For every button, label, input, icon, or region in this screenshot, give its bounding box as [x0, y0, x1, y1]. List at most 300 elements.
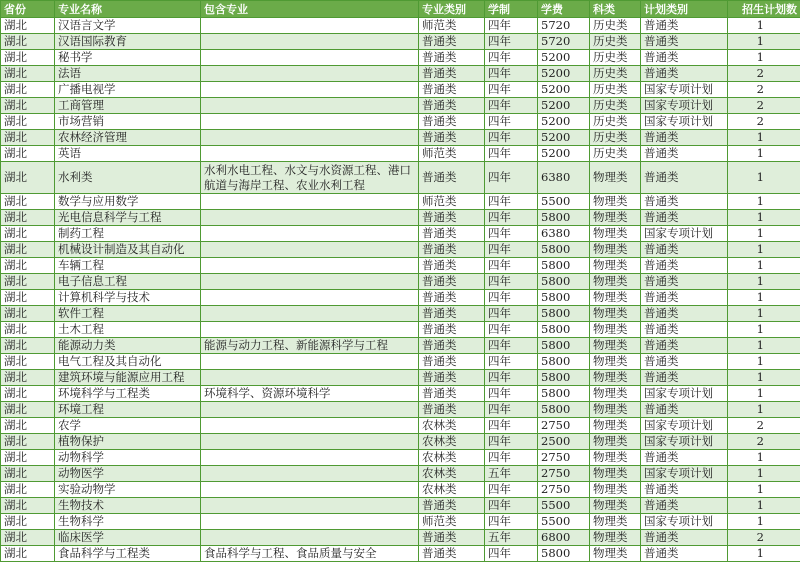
cell-tuition: 5200 [538, 130, 590, 146]
cell-included-majors [201, 50, 419, 66]
cell-major-category: 普通类 [419, 386, 485, 402]
cell-province: 湖北 [1, 194, 55, 210]
cell-included-majors [201, 322, 419, 338]
table-row [1, 546, 800, 562]
cell-province: 湖北 [1, 402, 55, 418]
cell-province: 湖北 [1, 50, 55, 66]
cell-duration: 四年 [485, 258, 538, 274]
cell-tuition: 5500 [538, 194, 590, 210]
cell-plan-type: 国家专项计划 [641, 434, 728, 450]
cell-subject-type: 历史类 [590, 82, 641, 98]
cell-tuition: 5200 [538, 82, 590, 98]
cell-major-name: 秘书学 [55, 50, 201, 66]
cell-province: 湖北 [1, 546, 55, 562]
cell-major-name: 广播电视学 [55, 82, 201, 98]
cell-subject-type: 物理类 [590, 226, 641, 242]
cell-major-category: 普通类 [419, 274, 485, 290]
cell-major-category: 普通类 [419, 50, 485, 66]
cell-major-name: 农林经济管理 [55, 130, 201, 146]
header-province: 省份 [1, 1, 55, 18]
cell-plan-type: 普通类 [641, 66, 728, 82]
cell-duration: 四年 [485, 322, 538, 338]
cell-subject-type: 历史类 [590, 146, 641, 162]
cell-included-majors [201, 226, 419, 242]
table-row [1, 66, 800, 82]
cell-province: 湖北 [1, 450, 55, 466]
cell-duration: 四年 [485, 434, 538, 450]
cell-subject-type: 物理类 [590, 546, 641, 562]
cell-province: 湖北 [1, 530, 55, 546]
table-row [1, 450, 800, 466]
cell-duration: 四年 [485, 546, 538, 562]
cell-included-majors [201, 418, 419, 434]
cell-tuition: 5500 [538, 498, 590, 514]
cell-enrollment-quota: 1 [728, 338, 800, 354]
cell-included-majors [201, 146, 419, 162]
cell-major-category: 普通类 [419, 242, 485, 258]
cell-included-majors [201, 370, 419, 386]
table-row [1, 18, 800, 34]
cell-major-name: 植物保护 [55, 434, 201, 450]
header-tuition: 学费 [538, 1, 590, 18]
cell-province: 湖北 [1, 130, 55, 146]
cell-major-category: 普通类 [419, 322, 485, 338]
cell-duration: 四年 [485, 514, 538, 530]
cell-duration: 四年 [485, 386, 538, 402]
cell-tuition: 5800 [538, 210, 590, 226]
cell-province: 湖北 [1, 290, 55, 306]
cell-plan-type: 国家专项计划 [641, 466, 728, 482]
cell-major-name: 生物科学 [55, 514, 201, 530]
table-row [1, 242, 800, 258]
cell-province: 湖北 [1, 322, 55, 338]
cell-province: 湖北 [1, 498, 55, 514]
cell-major-category: 师范类 [419, 18, 485, 34]
cell-tuition: 5500 [538, 514, 590, 530]
cell-tuition: 5800 [538, 274, 590, 290]
cell-enrollment-quota: 2 [728, 82, 800, 98]
cell-major-category: 师范类 [419, 514, 485, 530]
cell-enrollment-quota: 1 [728, 498, 800, 514]
cell-province: 湖北 [1, 210, 55, 226]
cell-major-category: 普通类 [419, 114, 485, 130]
cell-duration: 四年 [485, 146, 538, 162]
cell-subject-type: 物理类 [590, 322, 641, 338]
cell-subject-type: 物理类 [590, 194, 641, 210]
cell-tuition: 2750 [538, 418, 590, 434]
cell-duration: 四年 [485, 18, 538, 34]
cell-duration: 四年 [485, 34, 538, 50]
cell-plan-type: 国家专项计划 [641, 82, 728, 98]
cell-province: 湖北 [1, 306, 55, 322]
cell-province: 湖北 [1, 34, 55, 50]
cell-enrollment-quota: 1 [728, 386, 800, 402]
cell-tuition: 2750 [538, 466, 590, 482]
cell-enrollment-quota: 1 [728, 354, 800, 370]
cell-enrollment-quota: 1 [728, 546, 800, 562]
cell-major-category: 普通类 [419, 546, 485, 562]
cell-major-name: 电气工程及其自动化 [55, 354, 201, 370]
cell-included-majors [201, 466, 419, 482]
cell-enrollment-quota: 1 [728, 226, 800, 242]
cell-enrollment-quota: 1 [728, 274, 800, 290]
cell-plan-type: 普通类 [641, 338, 728, 354]
table-row [1, 402, 800, 418]
cell-province: 湖北 [1, 18, 55, 34]
cell-duration: 四年 [485, 402, 538, 418]
cell-province: 湖北 [1, 354, 55, 370]
cell-duration: 四年 [485, 50, 538, 66]
cell-major-name: 动物科学 [55, 450, 201, 466]
cell-major-name: 环境科学与工程类 [55, 386, 201, 402]
cell-major-category: 农林类 [419, 418, 485, 434]
cell-major-name: 土木工程 [55, 322, 201, 338]
table-row [1, 370, 800, 386]
cell-major-name: 能源动力类 [55, 338, 201, 354]
cell-duration: 五年 [485, 466, 538, 482]
cell-plan-type: 普通类 [641, 162, 728, 194]
cell-major-category: 农林类 [419, 482, 485, 498]
cell-subject-type: 物理类 [590, 258, 641, 274]
cell-major-name: 市场营销 [55, 114, 201, 130]
cell-major-category: 农林类 [419, 466, 485, 482]
cell-included-majors [201, 514, 419, 530]
cell-major-category: 普通类 [419, 306, 485, 322]
cell-plan-type: 普通类 [641, 450, 728, 466]
cell-major-category: 普通类 [419, 98, 485, 114]
cell-province: 湖北 [1, 466, 55, 482]
header-included-majors: 包含专业 [201, 1, 419, 18]
cell-major-category: 普通类 [419, 82, 485, 98]
cell-plan-type: 普通类 [641, 482, 728, 498]
table-row [1, 338, 800, 354]
table-row [1, 210, 800, 226]
cell-province: 湖北 [1, 386, 55, 402]
cell-included-majors [201, 194, 419, 210]
cell-duration: 四年 [485, 210, 538, 226]
cell-plan-type: 普通类 [641, 146, 728, 162]
cell-plan-type: 普通类 [641, 274, 728, 290]
table-row [1, 162, 800, 194]
table-row [1, 434, 800, 450]
cell-major-name: 机械设计制造及其自动化 [55, 242, 201, 258]
cell-tuition: 5200 [538, 50, 590, 66]
cell-province: 湖北 [1, 162, 55, 194]
cell-plan-type: 国家专项计划 [641, 226, 728, 242]
cell-enrollment-quota: 1 [728, 402, 800, 418]
cell-plan-type: 普通类 [641, 242, 728, 258]
cell-included-majors [201, 98, 419, 114]
cell-major-category: 普通类 [419, 498, 485, 514]
cell-major-category: 普通类 [419, 66, 485, 82]
cell-plan-type: 普通类 [641, 18, 728, 34]
cell-included-majors [201, 274, 419, 290]
cell-major-name: 汉语言文学 [55, 18, 201, 34]
cell-included-majors [201, 130, 419, 146]
cell-plan-type: 普通类 [641, 290, 728, 306]
cell-included-majors [201, 498, 419, 514]
table-row [1, 482, 800, 498]
cell-enrollment-quota: 1 [728, 242, 800, 258]
cell-duration: 四年 [485, 162, 538, 194]
cell-included-majors [201, 210, 419, 226]
cell-subject-type: 物理类 [590, 274, 641, 290]
table-row [1, 466, 800, 482]
cell-enrollment-quota: 1 [728, 482, 800, 498]
cell-subject-type: 物理类 [590, 370, 641, 386]
cell-included-majors [201, 482, 419, 498]
cell-tuition: 5800 [538, 306, 590, 322]
cell-subject-type: 历史类 [590, 66, 641, 82]
header-row [1, 1, 800, 18]
cell-tuition: 6380 [538, 226, 590, 242]
cell-major-category: 普通类 [419, 34, 485, 50]
cell-major-name: 英语 [55, 146, 201, 162]
cell-duration: 四年 [485, 98, 538, 114]
cell-duration: 四年 [485, 130, 538, 146]
cell-duration: 四年 [485, 242, 538, 258]
cell-subject-type: 历史类 [590, 130, 641, 146]
cell-major-category: 普通类 [419, 290, 485, 306]
cell-major-name: 光电信息科学与工程 [55, 210, 201, 226]
cell-tuition: 5800 [538, 354, 590, 370]
cell-tuition: 5720 [538, 34, 590, 50]
cell-enrollment-quota: 1 [728, 162, 800, 194]
cell-included-majors: 水利水电工程、水文与水资源工程、港口航道与海岸工程、农业水利工程 [201, 162, 419, 194]
cell-included-majors: 环境科学、资源环境科学 [201, 386, 419, 402]
cell-major-category: 普通类 [419, 338, 485, 354]
cell-major-name: 动物医学 [55, 466, 201, 482]
cell-enrollment-quota: 2 [728, 434, 800, 450]
cell-enrollment-quota: 1 [728, 370, 800, 386]
cell-plan-type: 普通类 [641, 322, 728, 338]
cell-province: 湖北 [1, 338, 55, 354]
cell-subject-type: 历史类 [590, 18, 641, 34]
cell-tuition: 5200 [538, 114, 590, 130]
cell-major-category: 师范类 [419, 146, 485, 162]
table-row [1, 130, 800, 146]
table-row [1, 418, 800, 434]
cell-subject-type: 物理类 [590, 242, 641, 258]
cell-plan-type: 普通类 [641, 402, 728, 418]
cell-tuition: 6380 [538, 162, 590, 194]
cell-enrollment-quota: 1 [728, 34, 800, 50]
cell-enrollment-quota: 2 [728, 114, 800, 130]
table-row [1, 306, 800, 322]
cell-duration: 四年 [485, 418, 538, 434]
cell-plan-type: 普通类 [641, 354, 728, 370]
cell-plan-type: 国家专项计划 [641, 418, 728, 434]
cell-major-category: 普通类 [419, 258, 485, 274]
cell-included-majors [201, 34, 419, 50]
cell-tuition: 5800 [538, 322, 590, 338]
cell-plan-type: 普通类 [641, 370, 728, 386]
cell-subject-type: 物理类 [590, 450, 641, 466]
cell-duration: 四年 [485, 306, 538, 322]
header-major-category: 专业类别 [419, 1, 485, 18]
cell-tuition: 2750 [538, 482, 590, 498]
cell-plan-type: 普通类 [641, 194, 728, 210]
cell-major-name: 水利类 [55, 162, 201, 194]
cell-included-majors [201, 354, 419, 370]
cell-subject-type: 物理类 [590, 418, 641, 434]
cell-major-name: 生物技术 [55, 498, 201, 514]
header-major-name: 专业名称 [55, 1, 201, 18]
cell-major-name: 建筑环境与能源应用工程 [55, 370, 201, 386]
cell-major-category: 普通类 [419, 370, 485, 386]
table-row [1, 530, 800, 546]
cell-major-name: 实验动物学 [55, 482, 201, 498]
cell-subject-type: 历史类 [590, 114, 641, 130]
cell-duration: 四年 [485, 226, 538, 242]
cell-province: 湖北 [1, 274, 55, 290]
cell-tuition: 5800 [538, 290, 590, 306]
table-row [1, 274, 800, 290]
cell-tuition: 2750 [538, 450, 590, 466]
cell-major-category: 师范类 [419, 194, 485, 210]
cell-enrollment-quota: 1 [728, 450, 800, 466]
cell-major-category: 普通类 [419, 210, 485, 226]
cell-tuition: 5720 [538, 18, 590, 34]
table-row [1, 98, 800, 114]
cell-enrollment-quota: 2 [728, 418, 800, 434]
cell-subject-type: 物理类 [590, 434, 641, 450]
cell-major-category: 普通类 [419, 162, 485, 194]
cell-enrollment-quota: 1 [728, 466, 800, 482]
cell-major-category: 农林类 [419, 450, 485, 466]
cell-plan-type: 普通类 [641, 306, 728, 322]
table-row [1, 386, 800, 402]
cell-included-majors [201, 66, 419, 82]
cell-included-majors [201, 18, 419, 34]
table-body [1, 18, 800, 562]
cell-enrollment-quota: 2 [728, 530, 800, 546]
table-row [1, 226, 800, 242]
cell-major-name: 环境工程 [55, 402, 201, 418]
cell-subject-type: 物理类 [590, 402, 641, 418]
cell-enrollment-quota: 2 [728, 66, 800, 82]
cell-plan-type: 普通类 [641, 34, 728, 50]
cell-province: 湖北 [1, 370, 55, 386]
table-row [1, 354, 800, 370]
table-row [1, 82, 800, 98]
cell-subject-type: 物理类 [590, 210, 641, 226]
cell-tuition: 5800 [538, 546, 590, 562]
cell-duration: 四年 [485, 114, 538, 130]
cell-subject-type: 物理类 [590, 290, 641, 306]
header-enrollment-quota: 招生计划数 [728, 1, 800, 18]
table-row [1, 114, 800, 130]
cell-subject-type: 物理类 [590, 498, 641, 514]
cell-major-name: 临床医学 [55, 530, 201, 546]
cell-plan-type: 国家专项计划 [641, 514, 728, 530]
cell-province: 湖北 [1, 482, 55, 498]
cell-included-majors [201, 258, 419, 274]
cell-duration: 四年 [485, 450, 538, 466]
cell-province: 湖北 [1, 114, 55, 130]
cell-plan-type: 普通类 [641, 210, 728, 226]
cell-major-name: 农学 [55, 418, 201, 434]
table-row [1, 322, 800, 338]
cell-major-name: 计算机科学与技术 [55, 290, 201, 306]
cell-enrollment-quota: 1 [728, 18, 800, 34]
table-row [1, 290, 800, 306]
cell-province: 湖北 [1, 514, 55, 530]
cell-duration: 四年 [485, 194, 538, 210]
cell-tuition: 5200 [538, 146, 590, 162]
header-plan-type: 计划类别 [641, 1, 728, 18]
cell-major-category: 普通类 [419, 130, 485, 146]
cell-major-name: 工商管理 [55, 98, 201, 114]
cell-major-name: 汉语国际教育 [55, 34, 201, 50]
cell-included-majors [201, 242, 419, 258]
cell-major-category: 普通类 [419, 530, 485, 546]
cell-tuition: 5200 [538, 66, 590, 82]
table-row [1, 514, 800, 530]
cell-duration: 五年 [485, 530, 538, 546]
cell-tuition: 6800 [538, 530, 590, 546]
cell-duration: 四年 [485, 290, 538, 306]
cell-tuition: 5800 [538, 386, 590, 402]
cell-duration: 四年 [485, 498, 538, 514]
cell-major-category: 农林类 [419, 434, 485, 450]
cell-subject-type: 物理类 [590, 514, 641, 530]
cell-province: 湖北 [1, 418, 55, 434]
cell-plan-type: 国家专项计划 [641, 386, 728, 402]
cell-enrollment-quota: 1 [728, 306, 800, 322]
cell-plan-type: 国家专项计划 [641, 98, 728, 114]
cell-tuition: 5800 [538, 242, 590, 258]
cell-province: 湖北 [1, 82, 55, 98]
table-row [1, 146, 800, 162]
cell-subject-type: 物理类 [590, 338, 641, 354]
cell-major-name: 制药工程 [55, 226, 201, 242]
cell-province: 湖北 [1, 258, 55, 274]
table-row [1, 50, 800, 66]
cell-plan-type: 普通类 [641, 498, 728, 514]
cell-enrollment-quota: 1 [728, 194, 800, 210]
cell-major-category: 普通类 [419, 226, 485, 242]
cell-major-name: 法语 [55, 66, 201, 82]
cell-included-majors [201, 434, 419, 450]
cell-enrollment-quota: 1 [728, 322, 800, 338]
cell-plan-type: 普通类 [641, 130, 728, 146]
cell-enrollment-quota: 1 [728, 258, 800, 274]
cell-subject-type: 物理类 [590, 482, 641, 498]
header-duration: 学制 [485, 1, 538, 18]
cell-included-majors [201, 402, 419, 418]
cell-enrollment-quota: 1 [728, 130, 800, 146]
cell-enrollment-quota: 2 [728, 98, 800, 114]
cell-subject-type: 物理类 [590, 306, 641, 322]
header-subject-type: 科类 [590, 1, 641, 18]
cell-subject-type: 物理类 [590, 354, 641, 370]
cell-enrollment-quota: 1 [728, 50, 800, 66]
cell-tuition: 5800 [538, 338, 590, 354]
cell-tuition: 5200 [538, 98, 590, 114]
cell-subject-type: 物理类 [590, 162, 641, 194]
cell-plan-type: 普通类 [641, 530, 728, 546]
cell-included-majors: 食品科学与工程、食品质量与安全 [201, 546, 419, 562]
cell-major-category: 普通类 [419, 354, 485, 370]
table-row [1, 34, 800, 50]
cell-province: 湖北 [1, 226, 55, 242]
cell-duration: 四年 [485, 370, 538, 386]
cell-major-name: 软件工程 [55, 306, 201, 322]
cell-province: 湖北 [1, 434, 55, 450]
table-row [1, 498, 800, 514]
cell-tuition: 5800 [538, 370, 590, 386]
